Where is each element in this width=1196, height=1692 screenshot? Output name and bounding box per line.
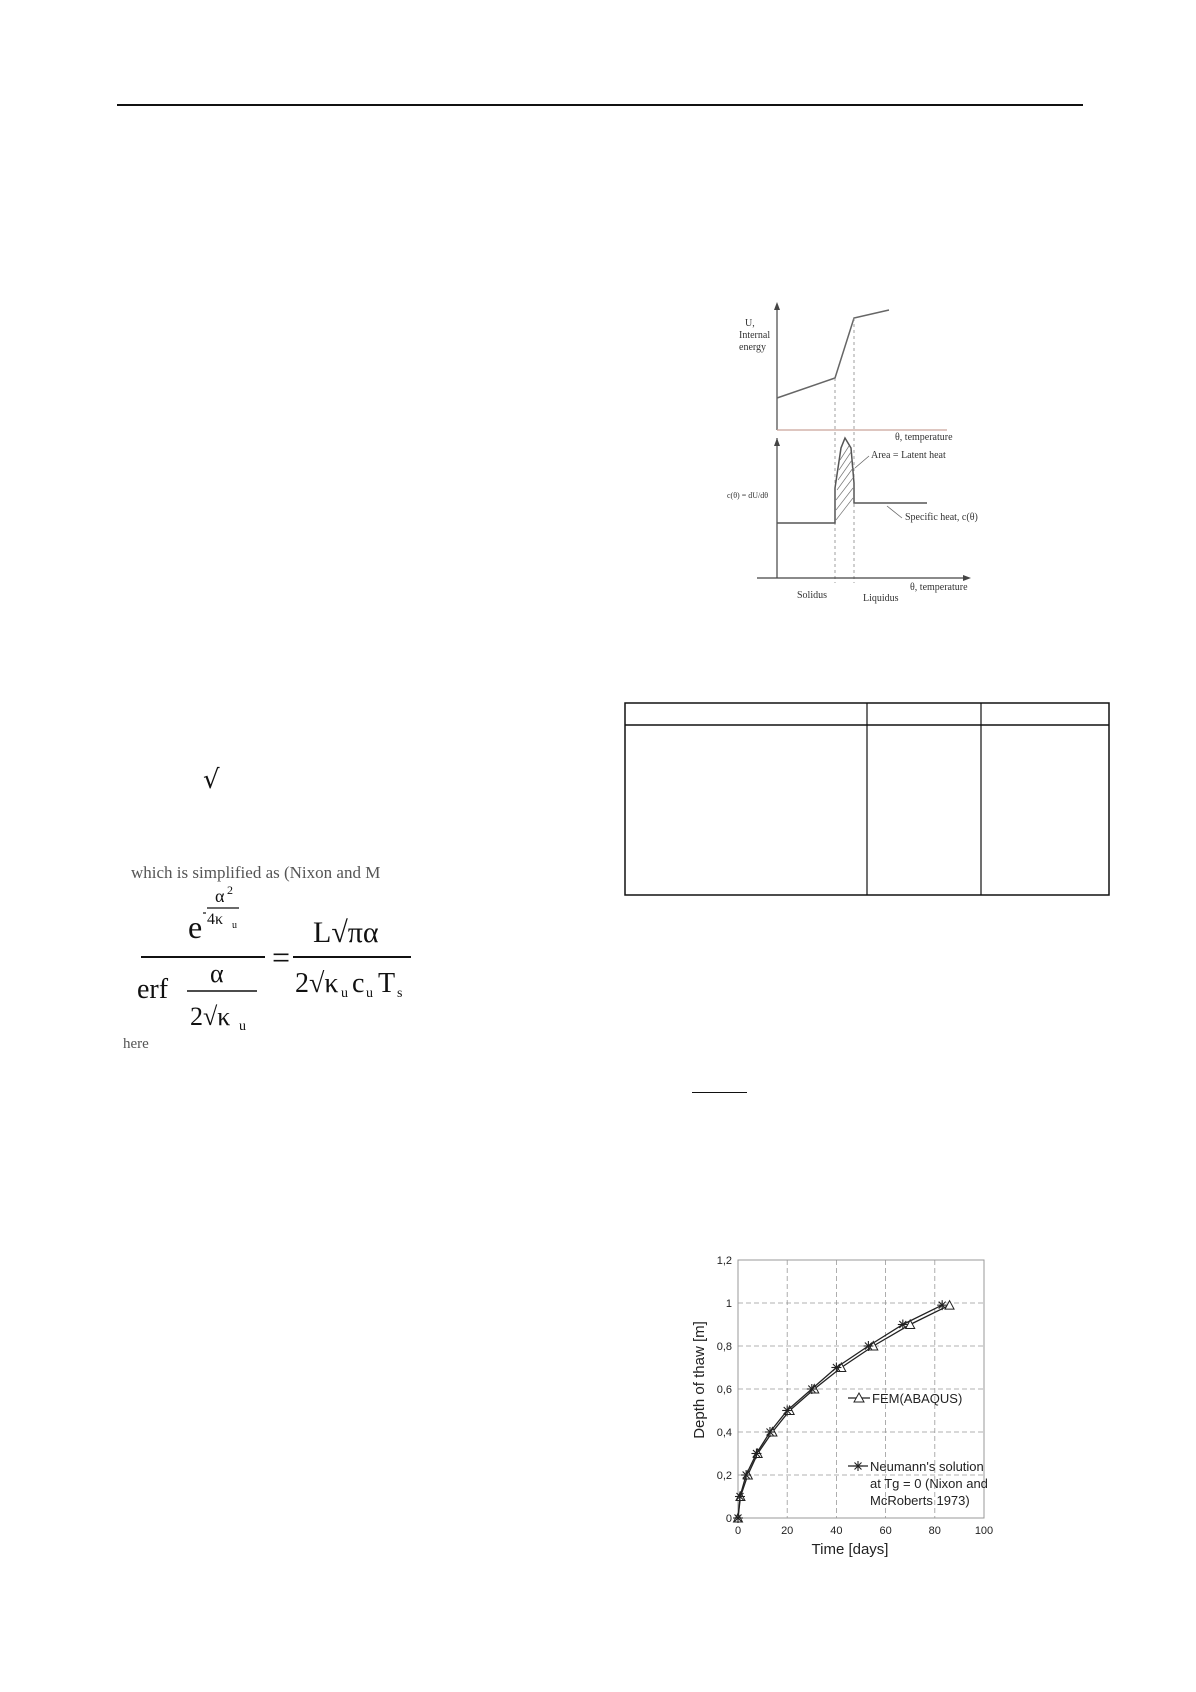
sqrt-symbol: √ — [203, 765, 220, 795]
neumann-point — [863, 1341, 873, 1351]
legend-asterisk-marker — [853, 1461, 863, 1471]
lhs-den-den: 2√κ — [190, 1002, 231, 1031]
equation-cropped-top-text: which is simplified as (Nixon and M — [131, 863, 381, 882]
rhs-den-T: T — [378, 968, 396, 999]
lhs-exp-den: 4κ — [207, 911, 224, 928]
y-tick-label: 1,2 — [716, 1255, 732, 1267]
equation-image — [123, 863, 415, 1052]
rhs-den-a: 2√κ — [295, 968, 339, 999]
data-table — [624, 702, 1110, 896]
neumann-point — [733, 1513, 743, 1523]
y-tick-label: 1 — [725, 1298, 732, 1310]
phase-change-figure — [727, 298, 1007, 608]
lhs-den-num: α — [210, 959, 224, 988]
rhs-den-sub-u1: u — [341, 986, 348, 1001]
rhs-numerator: L√πα — [313, 916, 379, 949]
header-rule — [117, 104, 1083, 106]
area-label: Area = Latent heat — [871, 450, 946, 461]
x-tick-label: 40 — [830, 1525, 843, 1537]
specific-heat-label: Specific heat, c(θ) — [905, 512, 978, 523]
lhs-numerator-base: e — [188, 909, 203, 945]
top-ylabel-3: energy — [739, 342, 767, 353]
fraction-bar — [692, 1092, 747, 1093]
legend-neumann-1: Neumann's solution — [870, 1459, 984, 1474]
y-axis-label: Depth of thaw [m] — [691, 1321, 708, 1439]
lhs-exp-sub: u — [232, 920, 237, 931]
liquidus-label: Liquidus — [863, 593, 899, 604]
neumann-point — [741, 1470, 751, 1480]
rhs-den-c: c — [352, 968, 365, 999]
legend-fem: FEM(ABAQUS) — [872, 1391, 963, 1406]
lhs-den-sub: u — [239, 1019, 246, 1034]
x-tick-label: 60 — [879, 1525, 892, 1537]
solidus-label: Solidus — [797, 590, 828, 601]
equation-cropped-bottom-text: here — [123, 1036, 149, 1052]
top-ylabel-2: Internal — [739, 330, 771, 341]
top-ylabel-1: U, — [745, 318, 755, 329]
y-tick-label: 0,6 — [716, 1384, 732, 1396]
legend-neumann-3: McRoberts 1973) — [870, 1493, 970, 1508]
lhs-den-fn: erf — [137, 974, 169, 1005]
x-tick-label: 80 — [928, 1525, 941, 1537]
lhs-exp-pow: 2 — [227, 883, 233, 897]
bottom-ylabel: c(θ) = dU/dθ — [727, 491, 769, 500]
top-xlabel: θ, temperature — [895, 432, 953, 443]
x-tick-label: 20 — [781, 1525, 794, 1537]
y-tick-label: 0 — [725, 1513, 732, 1525]
y-tick-label: 0,8 — [716, 1341, 732, 1353]
y-tick-label: 0,4 — [716, 1427, 732, 1439]
x-axis-label: Time [days] — [811, 1541, 889, 1558]
lhs-exp-num: α — [215, 886, 225, 906]
neumann-point — [898, 1320, 908, 1330]
neumann-point — [765, 1427, 775, 1437]
rhs-den-sub-u2: u — [366, 986, 373, 1001]
x-tick-label: 100 — [974, 1525, 994, 1537]
bottom-xlabel: θ, temperature — [910, 582, 968, 593]
rhs-den-sub-s: s — [397, 986, 403, 1001]
y-tick-label: 0,2 — [716, 1470, 732, 1482]
x-tick-label: 0 — [734, 1525, 742, 1537]
thaw-depth-chart — [690, 1250, 1030, 1560]
legend-neumann-2: at Tg = 0 (Nixon and — [870, 1476, 988, 1491]
equals-sign: = — [272, 939, 291, 975]
